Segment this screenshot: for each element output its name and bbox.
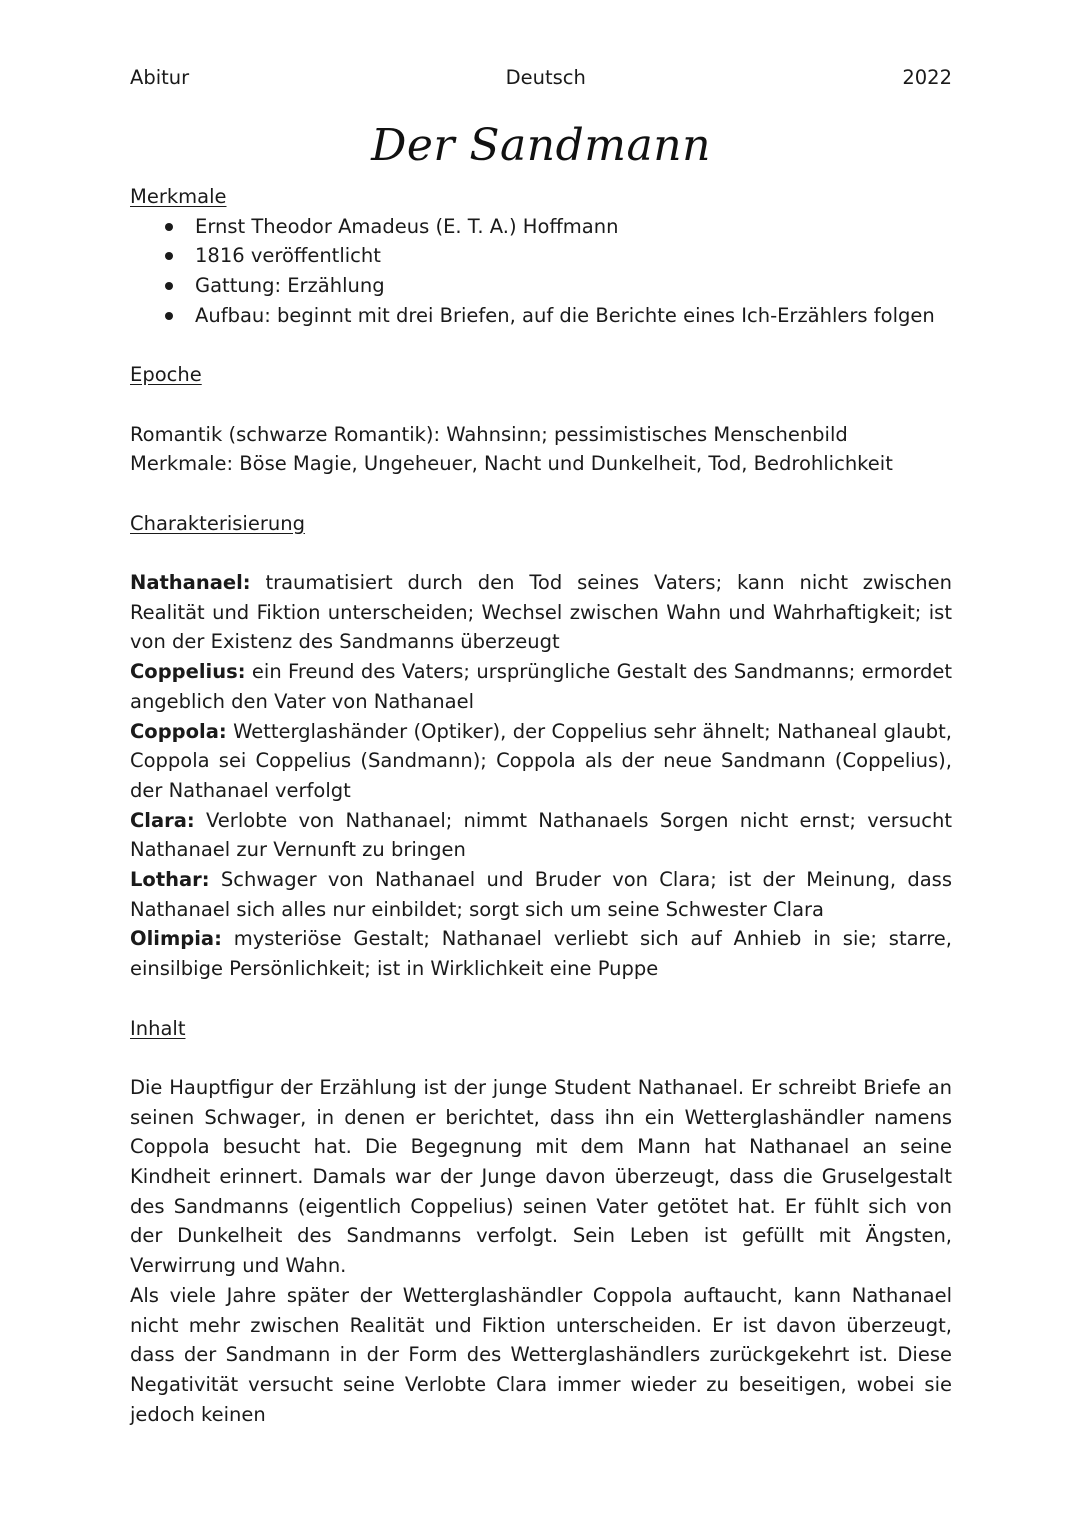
character-name: Coppelius:: [130, 660, 246, 684]
list-item-text: 1816 veröffentlicht: [195, 244, 381, 268]
bullet-icon: [165, 252, 173, 260]
character-clara: [130, 806, 952, 865]
character-olimpia: [130, 924, 952, 983]
character-coppelius: [130, 657, 952, 716]
character-name: Coppola:: [130, 719, 227, 743]
character-name: Lothar:: [130, 868, 210, 892]
character-description: traumatisiert durch den Tod seines Vaters; kann nicht zwischen Realität und Fiktion unterscheiden; Wechsel zwischen Wahn und Wahrhaftigkeit; ist von der Existenz des Sandmanns überzeugt: [130, 571, 952, 654]
list-item: [195, 271, 952, 301]
section-heading-inhalt: Inhalt: [130, 1016, 186, 1040]
list-item-text: Gattung: Erzählung: [195, 274, 385, 298]
bullet-icon: [165, 312, 173, 320]
inhalt-paragraph: Als viele Jahre später der Wetterglashändler Coppola auftaucht, kann Nathanael nicht mehr zwischen Realität und Fiktion unterscheiden. Er ist davon überzeugt, dass der Sandmann in der Form des Wetterglashändlers zurückgekehrt ist. Diese Negativität versucht seine Verlobte Clara immer wieder zu beseitigen, wobei sie jedoch keinen: [130, 1283, 952, 1426]
character-description: mysteriöse Gestalt; Nathanael verliebt sich auf Anhieb in sie; starre, einsilbige Persönlichkeit; ist in Wirklichkeit eine Puppe: [130, 927, 952, 981]
epoche-line: Romantik (schwarze Romantik): Wahnsinn; pessimistisches Menschenbild: [130, 422, 848, 446]
epoche-line: Merkmale: Böse Magie, Ungeheuer, Nacht und Dunkelheit, Tod, Bedrohlichkeit: [130, 452, 893, 476]
header-right: 2022: [902, 66, 952, 90]
character-description: Wetterglashänder (Optiker), der Coppelius sehr ähnelt; Nathaneal glaubt, Coppola sei Coppelius (Sandmann); Coppola als der neue Sandmann (Coppelius), der Nathanael verfolgt: [130, 719, 953, 802]
character-lothar: [130, 865, 952, 924]
page-header: [130, 62, 952, 94]
character-description: ein Freund des Vaters; ursprüngliche Gestalt des Sandmanns; ermordet angeblich den Vater von Nathanael: [130, 660, 953, 713]
section-heading-epoche: Epoche: [130, 363, 202, 387]
inhalt-paragraph: Die Hauptfigur der Erzählung ist der junge Student Nathanael. Er schreibt Briefe an seinen Schwager, in denen er berichtet, dass ihn ein Wetterglashändler namens Coppola besucht hat. Die Begegnung mit dem Mann hat Nathanael an seine Kindheit erinnert. Damals war der Junge davon überzeugt, dass die Gruselgestalt des Sandmanns (eigentlich Coppelius) seinen Vater getötet hat. Er fühlt sich von der Dunkelheit des Sandmanns verfolgt. Sein Leben ist gefüllt mit Ängsten, Verwirrung und Wahn.: [130, 1075, 952, 1278]
list-item: [195, 301, 952, 331]
bullet-icon: [165, 282, 173, 290]
section-heading-merkmale: Merkmale: [130, 185, 227, 208]
list-item: [195, 241, 952, 271]
list-item-text: Ernst Theodor Amadeus (E. T. A.) Hoffmann: [195, 214, 619, 238]
character-description: Verlobte von Nathanael; nimmt Nathanaels Sorgen nicht ernst; versucht Nathanael zur Vernunft zu bringen: [130, 808, 952, 862]
header-left: Abitur: [130, 66, 190, 90]
character-coppola: [130, 717, 952, 806]
character-nathanael: [130, 568, 952, 657]
list-item-text: Aufbau: beginnt mit drei Briefen, auf die Berichte eines Ich-Erzählers folgen: [195, 303, 935, 327]
document-title: Der Sandmann: [371, 120, 711, 171]
bullet-icon: [165, 223, 173, 231]
character-name: Clara:: [130, 808, 195, 832]
section-heading-charakterisierung: Charakterisierung: [130, 511, 305, 535]
character-name: Olimpia:: [130, 927, 222, 951]
list-item: [195, 212, 952, 242]
merkmale-list: [130, 212, 952, 331]
document-page: [130, 62, 952, 1429]
header-center: Deutsch: [505, 66, 586, 90]
character-description: Schwager von Nathanael und Bruder von Clara; ist der Meinung, dass Nathanael sich alles nur einbildet; sorgt sich um seine Schwester Clara: [130, 868, 952, 921]
character-name: Nathanael:: [130, 571, 251, 595]
